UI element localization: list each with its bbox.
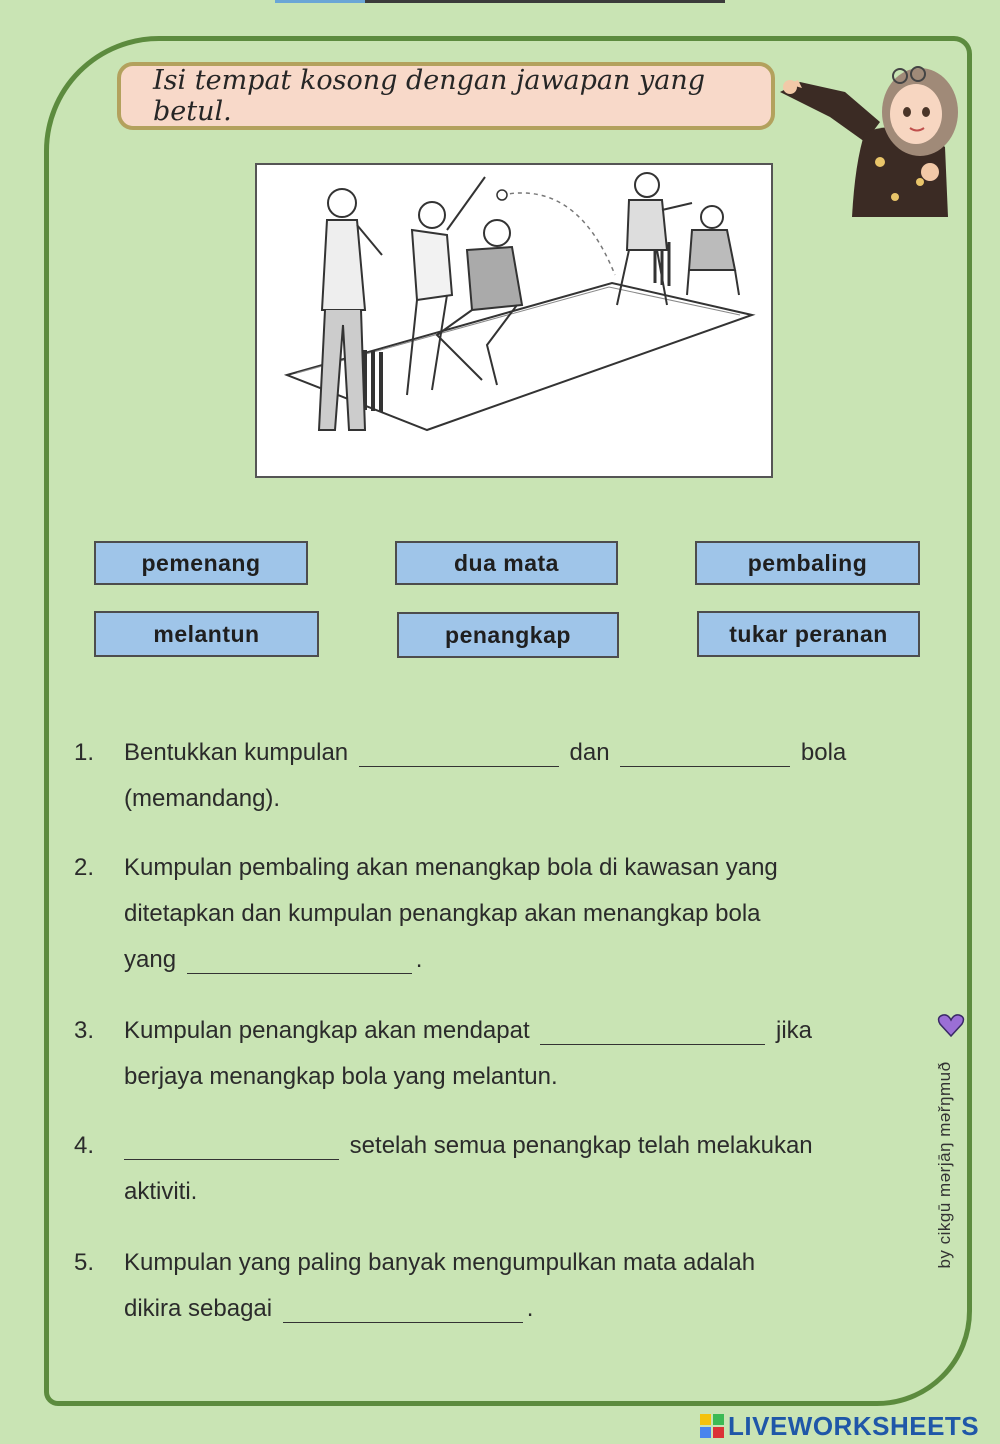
question-text: ditetapkan dan kumpulan penangkap akan menangkap bola [124,900,761,927]
author-credit [925,1010,965,1320]
question-text: . [526,1295,534,1322]
liveworksheets-logo-icon [700,1414,724,1438]
word-card-pemenang[interactable]: pemenang [94,541,308,585]
top-bar [275,0,725,3]
top-bar-accent [275,0,365,3]
question-number: 2. [74,854,95,881]
question-text: setelah semua penangkap telah melakukan [349,1132,813,1159]
author-credit-text: by cikgū mərjāŋ məřŋmuð [935,1061,954,1269]
question-text: Kumpulan yang paling banyak mengumpulkan mata adalah [124,1249,756,1276]
instruction-text: Isi tempat kosong dengan jawapan yang betul. [153,65,706,127]
word-card-melantun[interactable]: melantun [94,611,319,657]
word-card-dua-mata[interactable]: dua mata [395,541,618,585]
answer-blank-5[interactable] [283,1296,523,1323]
answer-blank-3[interactable] [540,1018,765,1045]
question-text: Bentukkan kumpulan [124,739,349,766]
question-text: Kumpulan pembaling akan menangkap bola di kawasan yang [124,854,778,881]
question-3 [74,1008,924,1100]
cricket-scene-icon [257,165,771,476]
question-text: bola [800,739,847,766]
question-5 [74,1240,924,1332]
answer-blank-1a[interactable] [359,740,559,767]
question-number: 1. [74,739,95,766]
question-text: yang [124,946,177,973]
brand-name: LIVEWORKSHEETS [728,1410,980,1441]
question-1 [74,730,924,822]
answer-blank-1b[interactable] [620,740,790,767]
question-4 [74,1123,924,1215]
liveworksheets-brand[interactable] [700,1410,996,1442]
question-text: (memandang). [124,785,281,812]
word-card-tukar-peranan[interactable]: tukar peranan [697,611,920,657]
question-number: 4. [74,1132,95,1159]
question-text: aktiviti. [124,1178,198,1205]
teacher-character-icon [770,52,970,222]
answer-blank-4[interactable] [124,1133,339,1160]
question-text: . [415,946,423,973]
question-text: dikira sebagai [124,1295,273,1322]
question-2 [74,845,924,983]
instruction-banner [117,62,775,130]
cricket-illustration [255,163,773,478]
question-text: Kumpulan penangkap akan mendapat [124,1017,530,1044]
answer-blank-2[interactable] [187,947,412,974]
question-number: 3. [74,1017,95,1044]
word-card-pembaling[interactable]: pembaling [695,541,920,585]
question-text: dan [569,739,610,766]
question-text: jika [776,1017,813,1044]
word-card-penangkap[interactable]: penangkap [397,612,619,658]
question-number: 5. [74,1249,95,1276]
question-text: berjaya menangkap bola yang melantun. [124,1063,558,1090]
